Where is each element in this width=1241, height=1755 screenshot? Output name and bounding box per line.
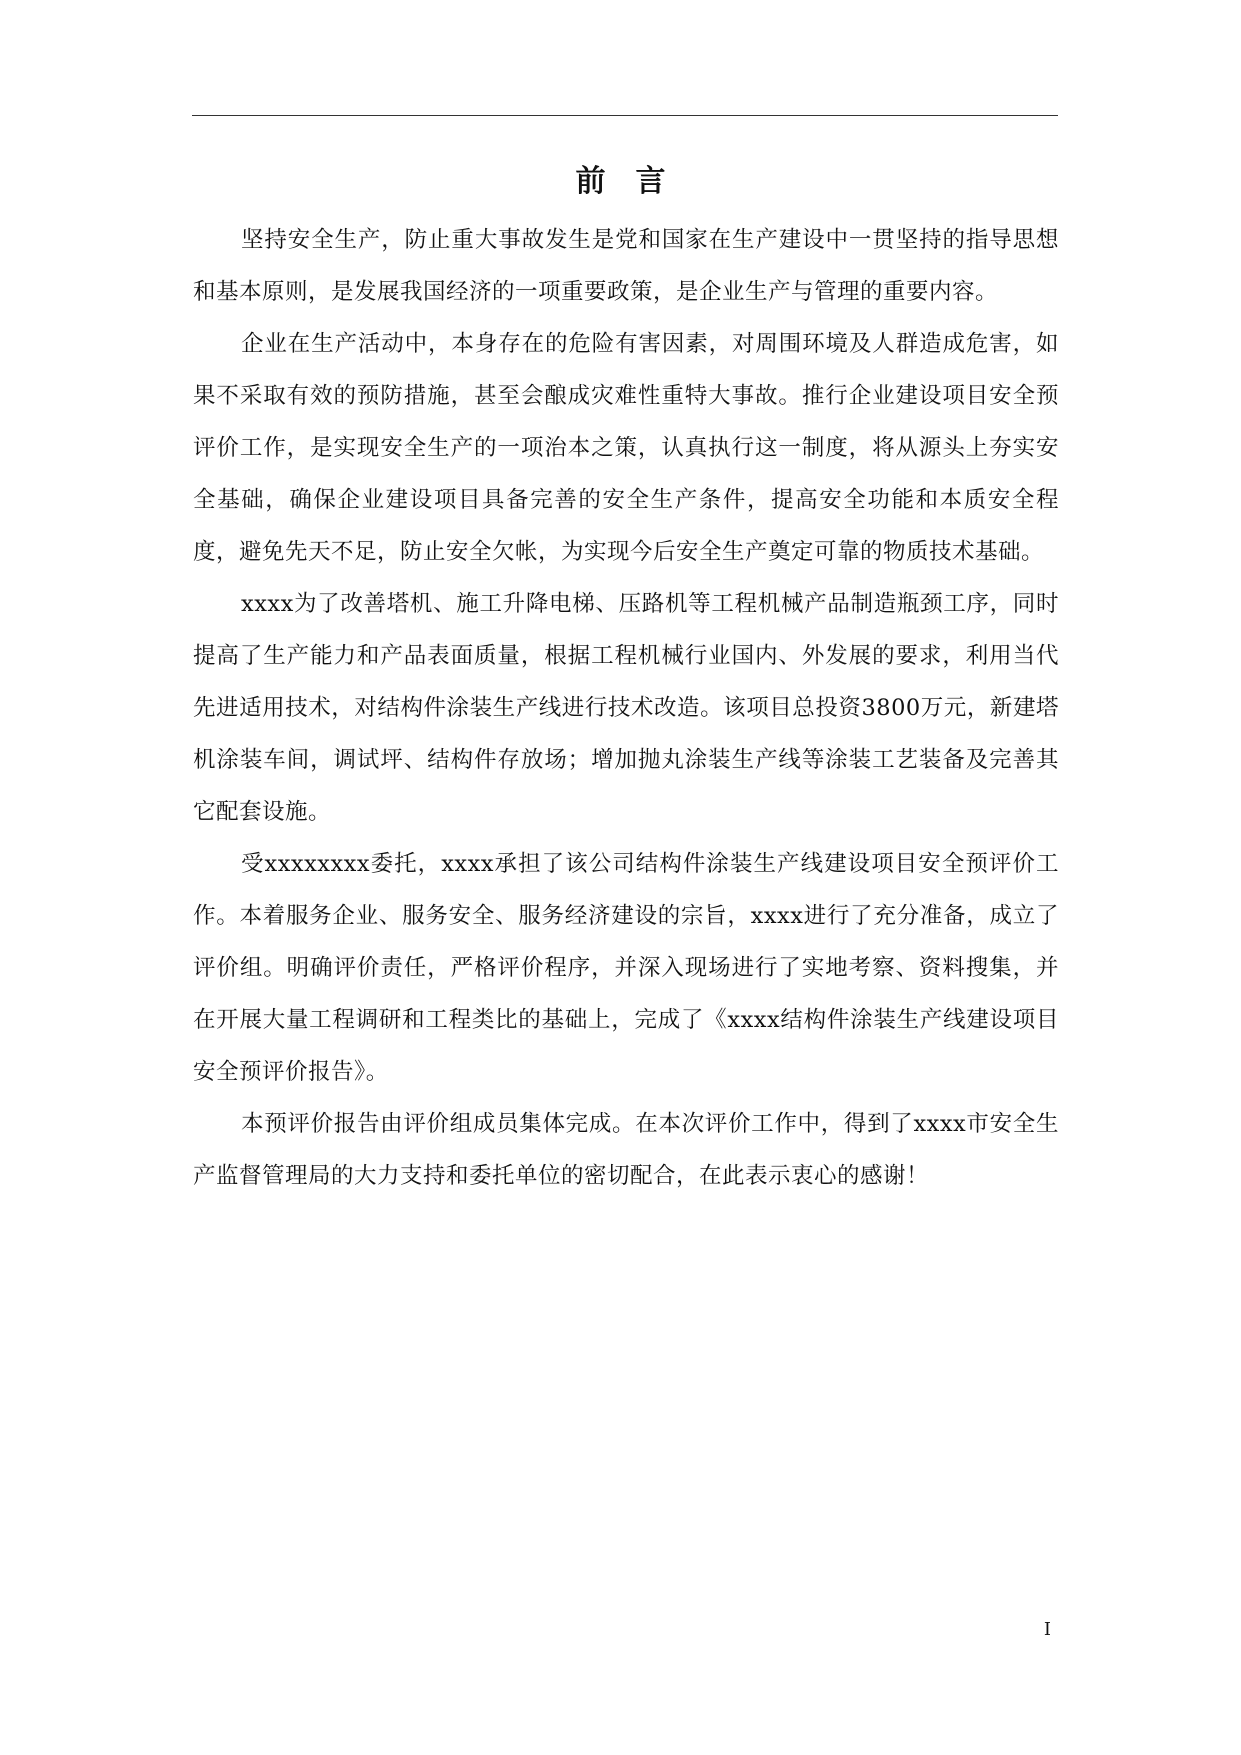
page-title: 前言 bbox=[575, 164, 696, 199]
body-text bbox=[193, 214, 1059, 1202]
paragraph-safety-principle: 坚持安全生产，防止重大事故发生是党和国家在生产建设中一贯坚持的指导思想和基本原则，是发展我国经济的一项重要政策，是企业生产与管理的重要内容。 bbox=[193, 227, 1059, 305]
page-number: I bbox=[1043, 1619, 1051, 1640]
paragraph-commission: 受xxxxxxxx委托，xxxx承担了该公司结构件涂装生产线建设项目安全预评价工作。本着服务企业、服务安全、服务经济建设的宗旨，xxxx进行了充分准备，成立了评价组。明确评价责任，严格评价程序，并深入现场进行了实地考察、资料搜集，并在开展大量工程调研和工程类比的基础上，完成了《xxxx结构件涂装生产线建设项目安全预评价报告》。 bbox=[193, 851, 1059, 1085]
header-rule bbox=[192, 115, 1058, 116]
paragraph-project-description: xxxx为了改善塔机、施工升降电梯、压路机等工程机械产品制造瓶颈工序，同时提高了生产能力和产品表面质量，根据工程机械行业国内、外发展的要求，利用当代先进适用技术，对结构件涂装生产线进行技术改造。该项目总投资3800万元，新建塔机涂装车间，调试坪、结构件存放场；增加抛丸涂装生产线等涂装工艺装备及完善其它配套设施。 bbox=[193, 591, 1059, 825]
paragraph-pre-evaluation-purpose: 企业在生产活动中，本身存在的危险有害因素，对周围环境及人群造成危害，如果不采取有效的预防措施，甚至会酿成灾难性重特大事故。推行企业建设项目安全预评价工作，是实现安全生产的一项治本之策，认真执行这一制度，将从源头上夯实安全基础，确保企业建设项目具备完善的安全生产条件，提高安全功能和本质安全程度，避免先天不足，防止安全欠帐，为实现今后安全生产奠定可靠的物质技术基础。 bbox=[193, 331, 1059, 565]
paragraph-acknowledgement: 本预评价报告由评价组成员集体完成。在本次评价工作中，得到了xxxx市安全生产监督管理局的大力支持和委托单位的密切配合，在此表示衷心的感谢！ bbox=[193, 1111, 1059, 1189]
